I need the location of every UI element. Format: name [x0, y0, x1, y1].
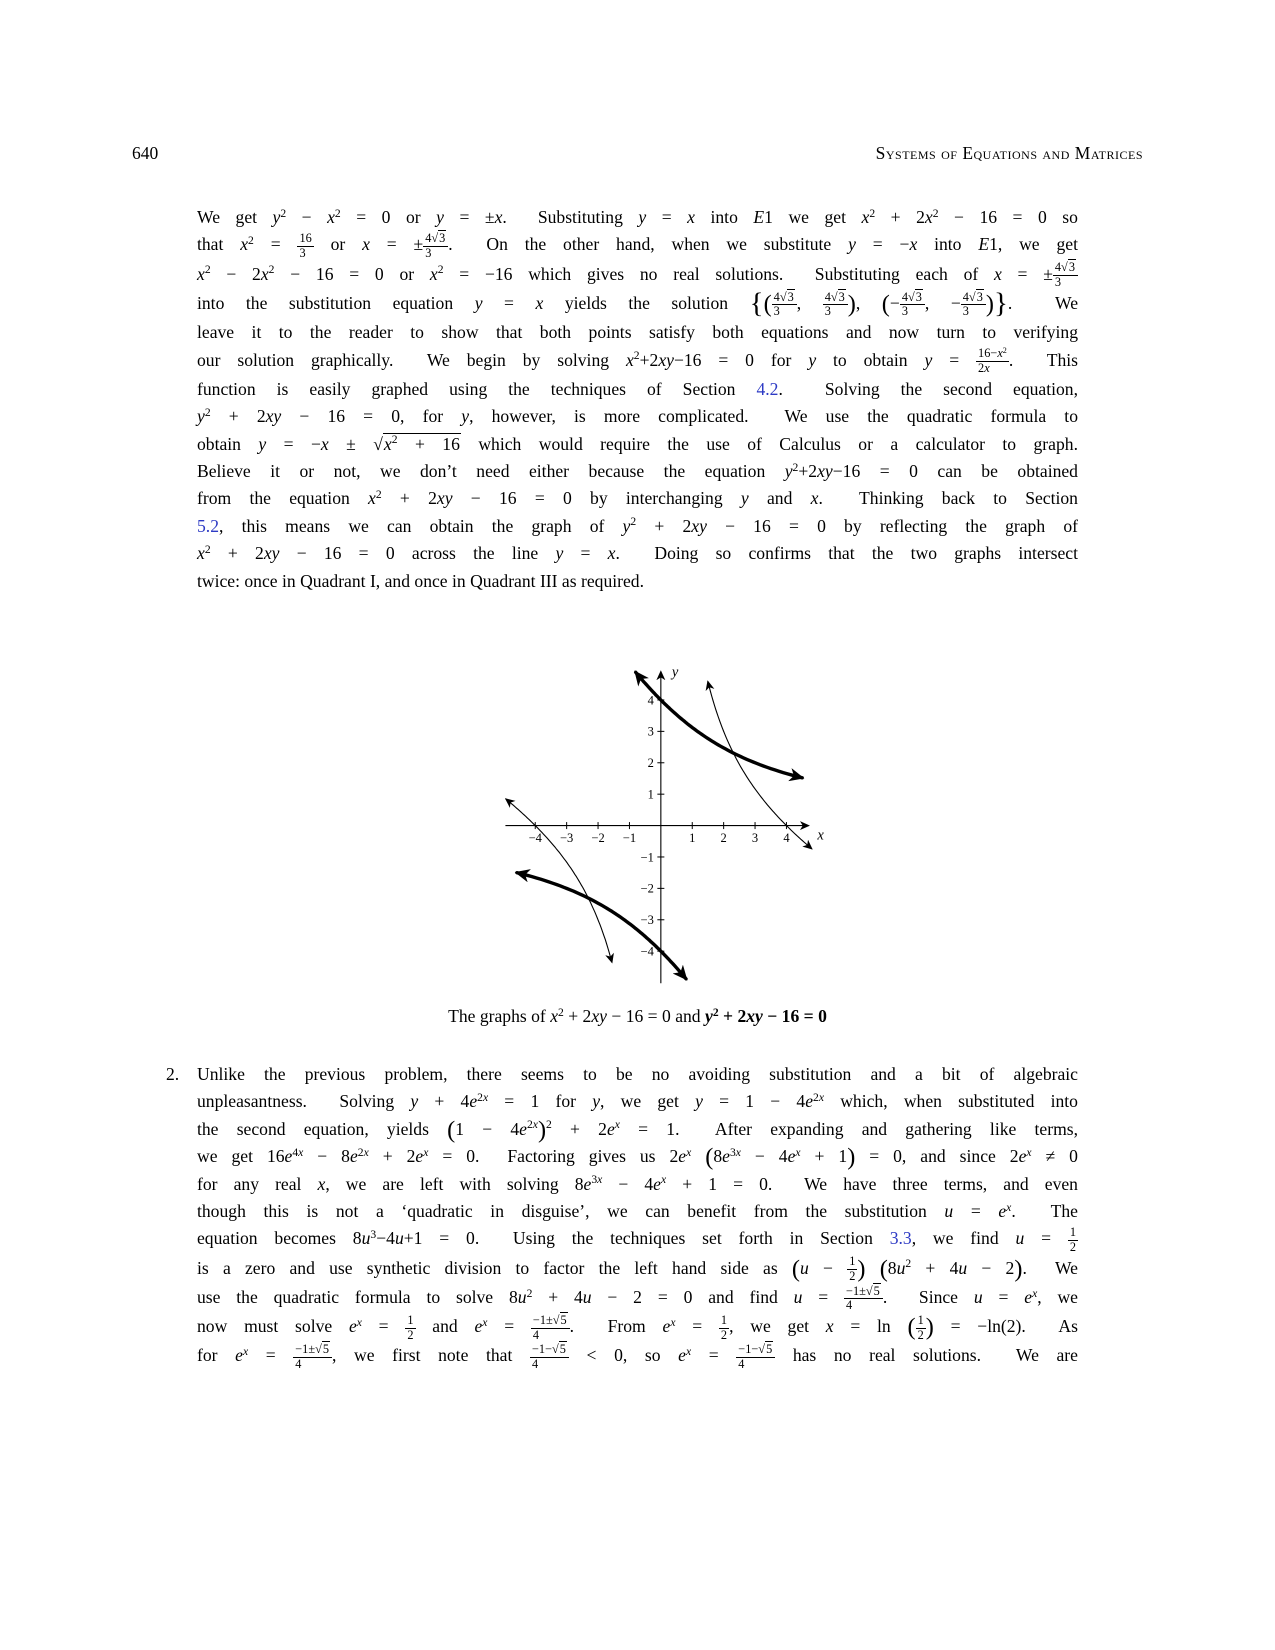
text-line: use the quadratic formula to solve $8u^2 + 4u - 2 = 0$ and find u = $\frac{-1\pm√5}{4}$ . Since $u = e^x$, we [197, 1283, 1078, 1313]
text-line: we get $16e^{4x} - 8e^{2x} + 2e^x = 0$. Factoring gives us $2e^x$ $(8e^{3x} - 4e^x + 1) = 0$, and since $2e^x \ne 0$ [197, 1143, 1078, 1171]
text-line: the second equation, yields $(1 - 4e^{2x})^2 + 2e^x = 1$. After expanding and gathering like terms, [197, 1116, 1078, 1144]
text-line: $x^2 + 2xy - 16 = 0$ across the line y = x. Doing so confirms that the two graphs intersect [197, 542, 1078, 564]
paragraph-2 [197, 1061, 1078, 1372]
section-link-3-3[interactable]: 3.3 [889, 1228, 912, 1249]
x-tick-label: 4 [782, 831, 790, 846]
graph-svg [496, 664, 836, 993]
text-line: $y^2 + 2xy - 16 = 0$, for y, however, is more complicated. We use the quadratic formula to [197, 405, 1078, 427]
text-line: for any real x, we are left with solving $8e^{3x} - 4e^x + 1 = 0$. We have three terms, and even [197, 1173, 1078, 1194]
y-tick-label: −1 [640, 850, 654, 865]
text-line: $x^2 - 2x^2 - 16 = 0$ or $x^2 = -16$ which gives no real solutions. Substituting each of x = ± $\frac{4√3}{3}$ [197, 261, 1078, 290]
page-header [132, 143, 1143, 164]
y-tick-label: 3 [647, 724, 654, 739]
y-tick-label: 1 [647, 787, 654, 802]
y-tick-label: −4 [640, 944, 654, 959]
text-line: leave it to the reader to show that both points satisfy both equations and now turn to verifying [197, 322, 1078, 343]
x-tick-label: −1 [622, 831, 636, 846]
text-line: 5.2, this means we can obtain the graph of $y^2 + 2xy - 16 = 0$ by reflecting the graph of [197, 515, 1078, 536]
text-line: equation becomes $8u^3-4u+1 = 0$. Using the techniques set forth in Section 3.3, we find u = $\frac{1}{2}$ [197, 1225, 1076, 1254]
x-tick-label: 3 [751, 831, 758, 846]
x-tick-label: 2 [720, 831, 727, 846]
x-tick-label: −2 [590, 831, 605, 846]
text-line: for $e^x$ = $\frac{-1\pm√5}{4}$ , we first note that $\frac{-1-√5}{4}$ < 0, so $e^x$ = $\frac{-1-√5}{4}$ has no real solutions. We are [197, 1342, 1078, 1371]
section-link-5-2[interactable]: 5.2 [197, 515, 219, 536]
y-tick-label: 4 [647, 693, 654, 708]
text-line: though this is not a ‘quadratic in disguise’, we can benefit from the substitution $u = e^x$. The [197, 1200, 1078, 1222]
text-line: our solution graphically. We begin by solving $x^2+2xy-16 = 0$ for y to obtain y = $\frac{16-x^2}{2x}$ . This [197, 345, 1079, 375]
figure-caption: The graphs of $x^2 + 2xy - 16 = 0$ and $y^2 + 2xy - 16 = 0$ [448, 1005, 827, 1026]
y-tick-label: −2 [640, 881, 654, 896]
running-head: Systems of Equations and Matrices [875, 143, 1143, 163]
text-line: Unlike the previous problem, there seems to be no avoiding substitution and a bit of algebraic [197, 1064, 1078, 1084]
list-item-2 [166, 1061, 1078, 1372]
text-line: unpleasantness. Solving $y + 4e^{2x} = 1$ for y, we get $y = 1 - 4e^{2x}$ which, when substituted into [197, 1091, 1078, 1112]
text-line: that $x^2$ = $\frac{16}{3}$ or x = ± $\frac{4√3}{3}$ . On the other hand, when we substitute y = −x into E1, we get [197, 231, 1078, 260]
x-axis-label: x [816, 827, 824, 844]
x-tick-label: −3 [559, 831, 573, 846]
text-line: into the substitution equation y = x yields the solution {( $\frac{4√3}{3}$ , $\frac{4√3}{3}$ ), (− $\frac{4√3}{3}$ , − $\frac{4√3}{3}$ )}. We [197, 287, 1079, 320]
text-line: Believe it or not, we don’t need either because the equation $y^2+2xy-16 = 0$ can be obtained [197, 460, 1078, 481]
text-line: obtain $y = -x \pm √x^2 + 16$ which would require the use of Calculus or a calculator to graph. [197, 433, 1078, 454]
text-line: twice: once in Quadrant I, and once in Quadrant III as required. [197, 570, 644, 591]
text-line: function is easily graphed using the techniques of Section 4.2. Solving the second equation, [197, 378, 1079, 399]
y-tick-label: 2 [647, 756, 654, 771]
x-tick-label: 1 [688, 831, 695, 846]
x-tick-label: −4 [528, 831, 542, 846]
y-axis-label: y [671, 664, 678, 681]
curve-thin [506, 799, 612, 962]
y-tick-label: −3 [640, 913, 654, 928]
text-line: is a zero and use synthetic division to factor the left hand side as (u − $\frac{1}{2}$ ) $(8u^2 + 4u - 2)$. We [197, 1254, 1078, 1284]
paragraph-1 [197, 204, 1078, 595]
text-line: now must solve $e^x$ = $\frac{1}{2}$ and $e^x$ = $\frac{-1\pm√5}{4}$ . From $e^x$ = $\frac{1}{2}$ , we get x = ln ( $\frac{1}{2}$ ) = −ln(2). As [197, 1312, 1078, 1342]
text-line: from the equation $x^2 + 2xy - 16 = 0$ by interchanging y and x. Thinking back to Section [197, 488, 1078, 509]
section-link-4-2[interactable]: 4.2 [756, 378, 779, 399]
figure-graph [197, 664, 1078, 998]
page-number: 640 [132, 143, 159, 163]
text-line: We get $y^2 - x^2 = 0$ or y = ±x. Substituting y = x into E1 we get $x^2 + 2x^2 - 16 = 0$ so [197, 206, 1078, 227]
item-number: 2. [166, 1064, 180, 1084]
